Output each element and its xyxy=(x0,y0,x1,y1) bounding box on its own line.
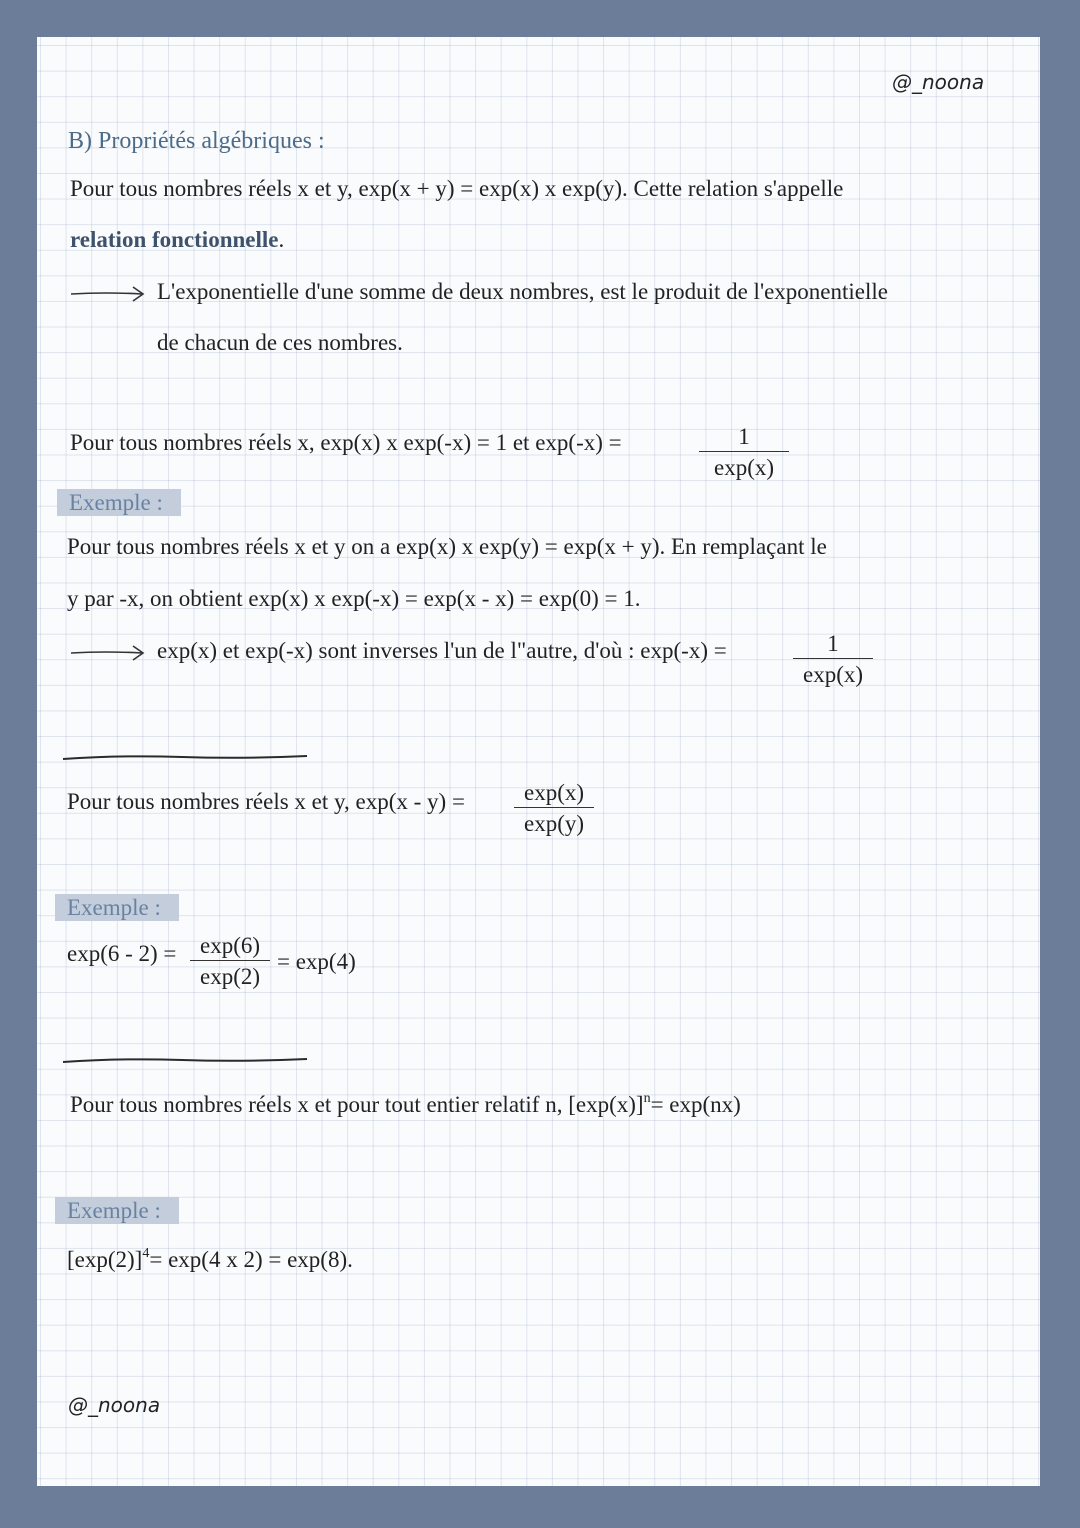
denominator: exp(x) xyxy=(713,455,775,480)
section-title: B) Propriétés algébriques : xyxy=(68,128,325,154)
example2-rhs: = exp(4) xyxy=(277,949,356,974)
bold-term: relation fonctionnelle xyxy=(70,227,279,252)
prop1-arrow-line2: de chacun de ces nombres. xyxy=(157,330,403,355)
prop1-arrow-line1: L'exponentielle d'une somme de deux nombres, est le produit de l'exponentielle xyxy=(157,279,888,304)
example3-label: Exemple : xyxy=(55,1197,179,1224)
signature-top: @_noona xyxy=(892,70,985,94)
example1-label: Exemple : xyxy=(57,489,181,516)
example1-fraction xyxy=(793,632,873,686)
denominator: exp(2) xyxy=(199,964,261,989)
numerator: 1 xyxy=(827,631,839,656)
example2-fraction xyxy=(190,934,270,988)
prop2-fraction xyxy=(699,425,789,479)
example1-arrow-text: exp(x) et exp(-x) sont inverses l'un de l"autre, d'où : exp(-x) = xyxy=(157,638,727,663)
prop1-line1: Pour tous nombres réels x et y, exp(x + y) = exp(x) x exp(y). Cette relation s'appelle xyxy=(70,176,844,201)
example2-lhs: exp(6 - 2) = xyxy=(67,941,177,966)
example1-line2: y par -x, on obtient exp(x) x exp(-x) = exp(x - x) = exp(0) = 1. xyxy=(67,586,641,611)
prop1-line2 xyxy=(70,228,284,251)
denominator: exp(x) xyxy=(802,662,864,687)
exponent: n xyxy=(643,1091,651,1106)
prop3-fraction xyxy=(514,781,594,835)
exponent: 4 xyxy=(142,1246,150,1261)
signature-bottom: @_noona xyxy=(68,1393,161,1417)
prop3-text: Pour tous nombres réels x et y, exp(x - y) = xyxy=(67,789,465,814)
prop4-text xyxy=(70,1093,741,1116)
arrow-icon xyxy=(70,643,146,663)
period: . xyxy=(278,227,285,252)
arrow-icon xyxy=(70,284,146,304)
example3-text xyxy=(67,1248,353,1271)
example3-main: [exp(2)] xyxy=(67,1247,143,1272)
denominator: exp(y) xyxy=(523,811,585,836)
example1-line1: Pour tous nombres réels x et y on a exp(x) x exp(y) = exp(x + y). En remplaçant le xyxy=(67,534,827,559)
numerator: 1 xyxy=(738,424,750,449)
example2-label: Exemple : xyxy=(55,894,179,921)
prop2-text: Pour tous nombres réels x, exp(x) x exp(-x) = 1 et exp(-x) = xyxy=(70,430,622,455)
numerator: exp(x) xyxy=(523,780,585,805)
numerator: exp(6) xyxy=(199,933,261,958)
example3-rest: = exp(4 x 2) = exp(8). xyxy=(149,1247,353,1272)
separator-line xyxy=(62,750,310,764)
separator-line xyxy=(62,1053,310,1067)
prop4-rest: = exp(nx) xyxy=(650,1092,741,1117)
prop4-main: Pour tous nombres réels x et pour tout entier relatif n, [exp(x)] xyxy=(70,1092,644,1117)
